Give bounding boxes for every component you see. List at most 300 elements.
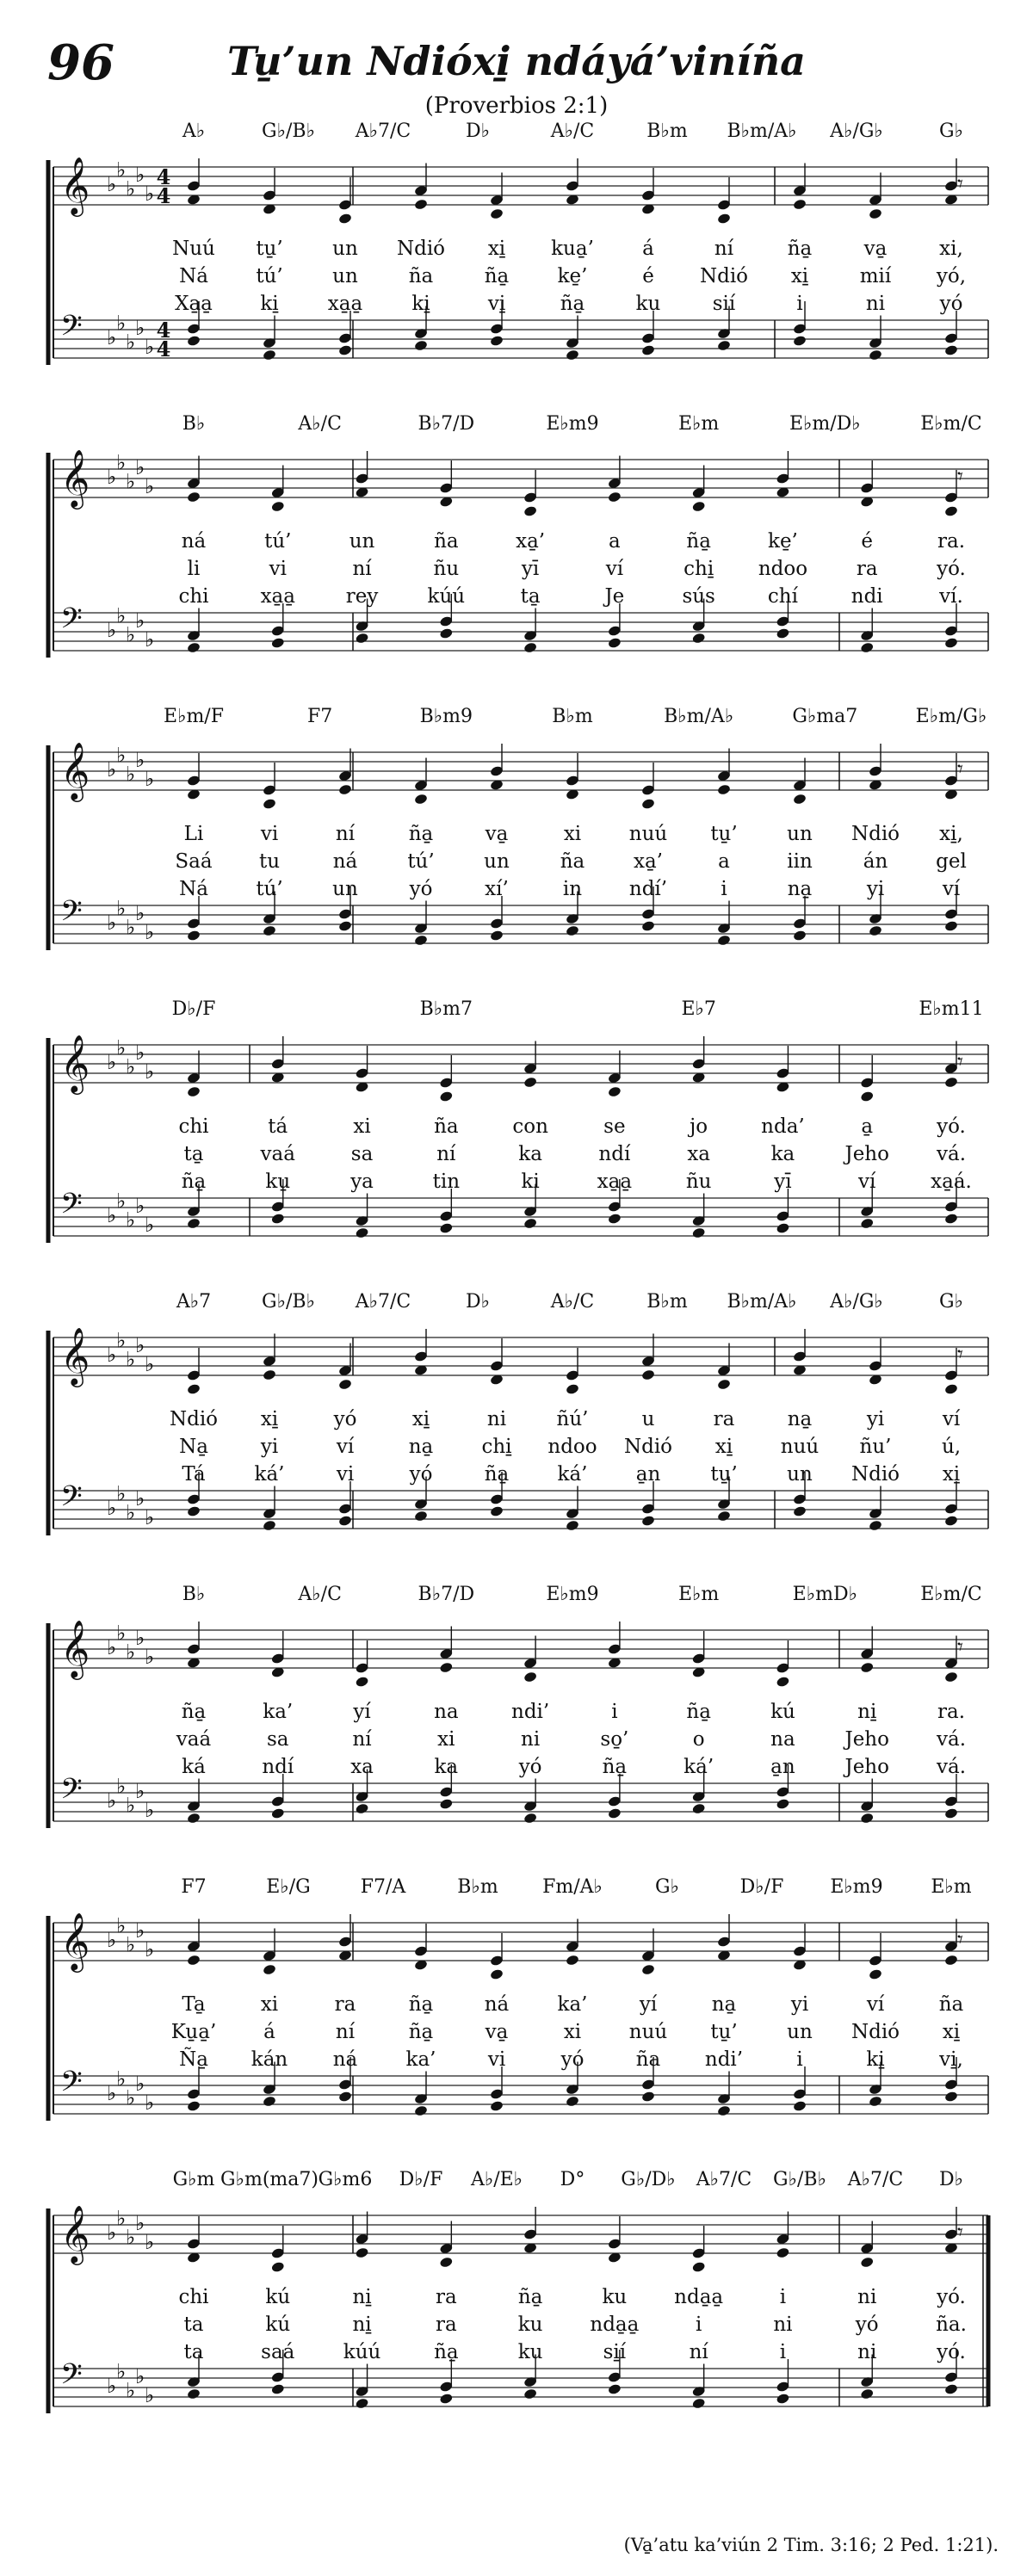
lyric-syllable: ni̱ xyxy=(352,2286,372,2308)
key-flat-icon: ♭ xyxy=(116,1035,127,1060)
chord-symbol: D♭ xyxy=(465,1291,491,1313)
lyric-verse-3 xyxy=(0,1171,1033,1196)
key-flat-icon: ♭ xyxy=(126,2378,136,2403)
key-flat-icon: ♭ xyxy=(126,1793,136,1818)
lyric-syllable: ñú’ xyxy=(556,1408,589,1430)
lyric-syllable: ká’ xyxy=(557,1463,588,1486)
lyric-syllable: yi xyxy=(866,878,885,900)
lyric-syllable: mií xyxy=(859,265,892,287)
treble-clef-icon: 𝄞 xyxy=(60,1326,90,1385)
lyric-syllable: ú, xyxy=(941,1436,962,1458)
lyric-syllable: ní xyxy=(689,2341,708,2363)
treble-note xyxy=(523,1041,538,1089)
time-signature-bottom: 4 xyxy=(156,183,171,208)
lyric-syllable: sií xyxy=(712,293,736,315)
lyric-syllable: Ndió xyxy=(623,1436,673,1458)
lyric-syllable: ña xyxy=(560,850,585,873)
lyric-syllable: xa̱a̱ xyxy=(597,1171,633,1193)
lyric-syllable: yi xyxy=(260,1436,279,1458)
key-flat-icon: ♭ xyxy=(145,627,155,652)
lyric-syllable: un xyxy=(332,238,358,260)
chord-symbol: A♭7/C xyxy=(355,120,411,142)
key-flat-icon: ♭ xyxy=(145,182,155,206)
lyric-syllable: Ndió xyxy=(169,1408,219,1430)
lyric-syllable: un xyxy=(332,265,358,287)
lyrics-block xyxy=(0,1701,1033,1787)
lyric-syllable: Ndió xyxy=(396,238,446,260)
lyric-syllable: nuú xyxy=(628,2021,668,2043)
lyric-syllable: u xyxy=(641,1408,655,1430)
hymn-title: Tu̱’un Ndióxi̱ ndáyá’viníña xyxy=(227,38,806,84)
key-flat-icon: ♭ xyxy=(116,1913,127,1938)
lyric-syllable: ná xyxy=(181,530,207,553)
chord-symbol: A♭/C xyxy=(550,120,595,142)
treble-note xyxy=(608,1622,622,1669)
key-flat-icon: ♭ xyxy=(116,1189,127,1214)
key-flat-icon: ♭ xyxy=(135,455,145,479)
treble-note xyxy=(355,451,369,498)
lyric-syllable: nuú xyxy=(628,823,668,845)
lyric-syllable: ña xyxy=(434,1115,459,1138)
lyric-syllable: i xyxy=(796,293,803,315)
lyric-syllable: chi̱ xyxy=(481,1436,512,1458)
chord-symbol: A♭ xyxy=(182,120,206,142)
lyric-syllable: ku xyxy=(517,2341,543,2363)
lyric-verse-1 xyxy=(0,1408,1033,1434)
treble-note xyxy=(523,470,538,517)
treble-note xyxy=(793,758,807,806)
lyric-syllable: ña̱ xyxy=(560,293,585,315)
key-flat-icon: ♭ xyxy=(145,1352,155,1376)
lyric-syllable: saá xyxy=(261,2341,295,2363)
eighth-rest-icon: 𝄾 xyxy=(957,1049,963,1075)
lyric-syllable: ví xyxy=(858,1171,876,1193)
lyric-syllable: xi xyxy=(353,1115,371,1138)
chord-symbol: Fm/A♭ xyxy=(542,1876,603,1898)
chord-symbol: E♭m xyxy=(931,1876,972,1898)
treble-note xyxy=(641,763,656,810)
lyric-verse-3 xyxy=(0,878,1033,904)
key-flat-icon: ♭ xyxy=(116,1481,127,1506)
lyric-syllable: Xa̱a̱ xyxy=(175,293,213,315)
lyric-syllable: sa xyxy=(267,1728,289,1751)
lyric-syllable: yó. xyxy=(937,558,966,580)
treble-note xyxy=(439,2221,454,2269)
lyric-syllable: é xyxy=(861,530,874,553)
eighth-rest-icon: 𝄾 xyxy=(957,1634,963,1660)
lyric-syllable: yó. xyxy=(937,2341,966,2363)
lyric-syllable: ñu xyxy=(433,558,460,580)
lyric-verse-1 xyxy=(0,823,1033,849)
key-flat-icon: ♭ xyxy=(116,743,127,768)
lyric-syllable: ni xyxy=(865,293,886,315)
lyric-verse-2 xyxy=(0,1728,1033,1754)
chord-symbol: A♭7/C xyxy=(696,2169,752,2190)
treble-note xyxy=(717,749,732,796)
lyric-syllable: xa̱’ xyxy=(516,530,546,553)
score-system xyxy=(0,1291,1033,1584)
lyric-syllable: Ndió xyxy=(851,823,900,845)
treble-note xyxy=(869,744,883,791)
lyrics-block xyxy=(0,530,1033,616)
key-flat-icon: ♭ xyxy=(116,311,127,336)
chord-symbol: A♭7/C xyxy=(847,2169,904,2190)
lyric-syllable: ví xyxy=(942,1408,961,1430)
chord-symbol: F7/A xyxy=(360,1876,406,1898)
lyric-syllable: va̱ xyxy=(485,823,509,845)
lyric-syllable: ví xyxy=(866,1993,885,2016)
lyric-syllable: ndi’ xyxy=(511,1701,550,1723)
treble-note xyxy=(338,1344,353,1391)
lyric-syllable: tá xyxy=(268,1115,288,1138)
lyric-syllable: xi xyxy=(563,2021,582,2043)
lyric-syllable: vi̱ xyxy=(487,293,506,315)
key-flat-icon: ♭ xyxy=(135,1041,145,1065)
key-flat-icon: ♭ xyxy=(107,618,117,642)
lyric-syllable: ná xyxy=(332,850,358,873)
lyric-syllable: ke̱’ xyxy=(768,530,798,553)
treble-note xyxy=(414,758,429,806)
lyric-syllable: Ná xyxy=(179,878,208,900)
lyric-syllable: ní xyxy=(352,1728,372,1751)
lyric-verse-2 xyxy=(0,265,1033,291)
lyric-syllable: un xyxy=(349,530,375,553)
lyric-syllable: Nuú xyxy=(172,238,215,260)
lyric-syllable: va̱ xyxy=(863,238,888,260)
lyric-syllable: kú xyxy=(265,2313,291,2336)
treble-note xyxy=(860,2221,875,2269)
key-flat-icon: ♭ xyxy=(135,1626,145,1650)
lyric-syllable: chi xyxy=(178,1115,209,1138)
key-flat-icon: ♭ xyxy=(135,163,145,187)
lyric-syllable: i xyxy=(779,2286,787,2308)
treble-note xyxy=(414,1329,429,1376)
key-flat-icon: ♭ xyxy=(145,1645,155,1669)
lyric-syllable: ví. xyxy=(939,585,963,608)
lyric-syllable: xa xyxy=(687,1143,710,1165)
key-flat-icon: ♭ xyxy=(107,2374,117,2398)
lyric-syllable: yó xyxy=(939,293,963,315)
chord-symbol: D♭ xyxy=(938,2169,964,2190)
eighth-rest-icon: 𝄾 xyxy=(957,757,963,782)
lyric-syllable: na̱ xyxy=(787,1408,813,1430)
chord-symbol: A♭/G♭ xyxy=(830,1291,883,1313)
score-system xyxy=(0,2169,1033,2462)
treble-note xyxy=(338,749,353,796)
lyrics-block xyxy=(0,238,1033,324)
key-flat-icon: ♭ xyxy=(107,465,117,489)
treble-clef-icon: 𝄞 xyxy=(60,1619,90,1677)
treble-note xyxy=(523,1636,538,1683)
treble-note xyxy=(869,1338,883,1386)
key-flat-icon: ♭ xyxy=(116,450,127,475)
lyric-verse-3 xyxy=(0,293,1033,318)
lyric-syllable: ní xyxy=(335,823,356,845)
chord-symbol: G♭/B♭ xyxy=(262,120,315,142)
key-flat-icon: ♭ xyxy=(107,757,117,781)
treble-note xyxy=(776,2212,790,2259)
lyric-syllable: ví xyxy=(336,1436,355,1458)
chord-symbol: G♭/D♭ xyxy=(621,2169,676,2190)
chord-row xyxy=(0,706,1033,732)
chord-symbol: A♭7 xyxy=(176,1291,212,1313)
lyric-syllable: ña xyxy=(434,530,459,553)
lyric-syllable: ka xyxy=(518,1143,542,1165)
key-flat-icon: ♭ xyxy=(126,1500,136,1525)
lyric-syllable: ña. xyxy=(936,2313,967,2336)
lyric-verse-3 xyxy=(0,585,1033,611)
lyric-syllable: yí xyxy=(639,1993,658,2016)
hymn-header xyxy=(0,34,1033,120)
lyric-syllable: kua̱’ xyxy=(551,238,594,260)
lyric-syllable: ki̱ xyxy=(866,2048,885,2071)
lyric-syllable: vá. xyxy=(936,1756,967,1778)
chord-symbol: B♭m xyxy=(457,1876,498,1898)
chord-symbol: B♭m/A♭ xyxy=(727,120,797,142)
key-flat-icon: ♭ xyxy=(135,901,145,925)
lyric-syllable: Ña̱ xyxy=(179,2048,208,2071)
chord-symbol: B♭m xyxy=(552,706,593,727)
chord-symbol: B♭m/A♭ xyxy=(664,706,734,727)
key-flat-icon: ♭ xyxy=(126,1054,136,1079)
chord-row xyxy=(0,1291,1033,1317)
lyric-syllable: Ndió xyxy=(851,1463,900,1486)
key-flat-icon: ♭ xyxy=(145,1798,155,1822)
lyric-syllable: yi xyxy=(790,1993,809,2016)
key-flat-icon: ♭ xyxy=(126,176,136,201)
lyric-syllable: yó. xyxy=(937,1115,966,1138)
chord-row xyxy=(0,998,1033,1024)
chord-symbol: E♭m/C xyxy=(920,413,982,435)
lyric-syllable: ña̱ xyxy=(787,238,813,260)
treble-note xyxy=(608,1051,622,1098)
lyric-syllable: ndí xyxy=(598,1143,631,1165)
lyric-syllable: i xyxy=(721,878,727,900)
key-flat-icon: ♭ xyxy=(116,1774,127,1799)
key-flat-icon: ♭ xyxy=(126,915,136,940)
key-flat-icon: ♭ xyxy=(135,608,145,633)
key-flat-icon: ♭ xyxy=(116,603,127,628)
bass-clef-icon: 𝄢 xyxy=(60,1188,83,1227)
lyric-syllable: á xyxy=(642,238,654,260)
treble-note xyxy=(860,1055,875,1103)
lyric-syllable: ní xyxy=(714,238,734,260)
key-flat-icon: ♭ xyxy=(126,2085,136,2110)
key-flat-icon: ♭ xyxy=(135,1779,145,1803)
lyric-syllable: yí xyxy=(353,1701,371,1723)
chord-symbol: E♭/G xyxy=(266,1876,311,1898)
lyric-syllable: ñu’ xyxy=(859,1436,892,1458)
treble-note xyxy=(187,158,201,206)
score-system xyxy=(0,120,1033,413)
treble-note xyxy=(270,466,285,513)
chord-symbol: G♭ma7 xyxy=(792,706,858,727)
chord-symbol: E♭m/C xyxy=(920,1584,982,1605)
lyric-syllable: xi̱ xyxy=(487,238,506,260)
key-flat-icon: ♭ xyxy=(135,2072,145,2096)
lyric-syllable: ví xyxy=(605,558,624,580)
lyric-syllable: i xyxy=(611,1701,618,1723)
lyric-syllable: a̱n xyxy=(770,1756,795,1778)
eighth-rest-icon: 𝄾 xyxy=(957,1927,963,1953)
key-flat-icon: ♭ xyxy=(145,920,155,944)
treble-note xyxy=(691,1631,706,1678)
lyric-syllable: Ná xyxy=(179,265,208,287)
treble-clef-icon: 𝄞 xyxy=(60,156,90,214)
lyric-verse-1 xyxy=(0,1115,1033,1141)
chord-symbol: B♭7/D xyxy=(418,413,475,435)
lyric-syllable: xi̱ xyxy=(714,1436,733,1458)
treble-note xyxy=(439,1627,454,1674)
lyric-syllable: ndi’ xyxy=(704,2048,744,2071)
treble-note xyxy=(270,1036,285,1084)
treble-note xyxy=(691,1036,706,1084)
treble-note xyxy=(691,2226,706,2273)
eighth-rest-icon: 𝄾 xyxy=(957,464,963,490)
lyric-syllable: tu xyxy=(258,850,281,873)
lyric-syllable: un xyxy=(484,850,510,873)
lyric-syllable: tú’ xyxy=(256,878,283,900)
treble-note xyxy=(944,1041,959,1089)
lyric-syllable: rey xyxy=(345,585,379,608)
lyric-syllable: ká’ xyxy=(254,1463,285,1486)
lyric-syllable: yó xyxy=(560,2048,585,2071)
lyric-syllable: na̱ xyxy=(787,878,813,900)
lyric-syllable: jo xyxy=(690,1115,708,1138)
treble-note xyxy=(439,1055,454,1103)
lyric-verse-3 xyxy=(0,2341,1033,2367)
lyric-syllable: ndí xyxy=(262,1756,294,1778)
chord-symbol: E♭m9 xyxy=(830,1876,883,1898)
lyric-syllable: Na̱ xyxy=(179,1436,208,1458)
key-flat-icon: ♭ xyxy=(145,2383,155,2407)
score-system xyxy=(0,413,1033,706)
lyric-syllable: un xyxy=(787,823,813,845)
lyric-syllable: xi xyxy=(437,1728,455,1751)
lyric-syllable: ni xyxy=(857,2341,877,2363)
lyric-syllable: ni xyxy=(773,2313,793,2336)
treble-note xyxy=(944,470,959,517)
lyric-syllable: va̱ xyxy=(485,2021,509,2043)
key-flat-icon: ♭ xyxy=(145,1059,155,1084)
key-flat-icon: ♭ xyxy=(145,335,155,359)
lyric-syllable: i xyxy=(779,2341,787,2363)
lyric-verse-2 xyxy=(0,850,1033,876)
lyric-syllable: ní xyxy=(335,2021,356,2043)
key-flat-icon: ♭ xyxy=(107,2221,117,2245)
lyric-verse-3 xyxy=(0,2048,1033,2074)
treble-note xyxy=(490,1338,504,1386)
key-flat-icon: ♭ xyxy=(107,1788,117,1813)
lyric-syllable: un xyxy=(787,2021,813,2043)
treble-note xyxy=(566,753,580,800)
treble-note xyxy=(490,1933,504,1980)
eighth-rest-icon: 𝄾 xyxy=(957,171,963,197)
chord-symbol: D♭/F xyxy=(171,998,216,1020)
treble-note xyxy=(717,1914,732,1961)
lyric-syllable: xa̱’ xyxy=(634,850,663,873)
lyric-syllable: xa̱a̱ xyxy=(327,293,363,315)
lyric-syllable: tú’ xyxy=(407,850,435,873)
key-flat-icon: ♭ xyxy=(135,2211,145,2235)
time-signature-top: 4 xyxy=(156,164,171,189)
lyric-syllable: vi xyxy=(487,2048,506,2071)
lyric-syllable: xa xyxy=(350,1756,374,1778)
lyric-syllable: xi̱ xyxy=(942,1463,961,1486)
lyric-syllable: nda’ xyxy=(761,1115,805,1138)
treble-note xyxy=(641,168,656,215)
bass-clef-icon: 𝄢 xyxy=(60,2066,83,2105)
treble-note xyxy=(270,2226,285,2273)
lyric-syllable: Ndió xyxy=(851,2021,900,2043)
lyric-syllable: vi xyxy=(260,823,279,845)
lyric-syllable: xi̱ xyxy=(790,265,809,287)
lyric-syllable: ña xyxy=(938,1993,964,2016)
key-flat-icon: ♭ xyxy=(107,1343,117,1367)
lyric-syllable: chi xyxy=(178,585,209,608)
chord-symbol: B♭m7 xyxy=(419,998,473,1020)
treble-note xyxy=(793,1329,807,1376)
lyric-syllable: ki̱ xyxy=(411,293,430,315)
key-flat-icon: ♭ xyxy=(126,1208,136,1232)
treble-note xyxy=(944,753,959,800)
key-flat-icon: ♭ xyxy=(126,762,136,787)
chord-symbol: G♭m(ma7) xyxy=(220,2169,319,2190)
lyric-syllable: ña̱ xyxy=(517,2286,543,2308)
chord-symbol: G♭/B♭ xyxy=(262,1291,315,1313)
lyric-syllable: o xyxy=(692,1728,705,1751)
chord-row xyxy=(0,120,1033,146)
treble-note xyxy=(944,1919,959,1967)
lyric-syllable: ra xyxy=(334,1993,356,2016)
lyric-syllable: kú xyxy=(265,2286,291,2308)
lyric-syllable: li xyxy=(187,558,201,580)
lyric-syllable: é xyxy=(642,265,654,287)
lyric-syllable: vi xyxy=(269,558,287,580)
lyric-syllable: iin xyxy=(787,850,813,873)
lyric-syllable: yó xyxy=(855,2313,879,2336)
key-flat-icon: ♭ xyxy=(107,1203,117,1227)
bass-clef-icon: 𝄢 xyxy=(60,602,83,642)
treble-note xyxy=(355,2212,369,2259)
lyric-syllable: Li xyxy=(183,823,204,845)
lyric-verse-1 xyxy=(0,238,1033,263)
treble-note xyxy=(717,177,732,225)
lyric-verse-3 xyxy=(0,1756,1033,1782)
lyric-verse-3 xyxy=(0,1463,1033,1489)
key-flat-icon: ♭ xyxy=(107,2081,117,2105)
hymn-number: 96 xyxy=(47,34,114,91)
key-flat-icon: ♭ xyxy=(145,2230,155,2254)
key-flat-icon: ♭ xyxy=(126,2225,136,2250)
key-flat-icon: ♭ xyxy=(116,2359,127,2384)
chord-symbol: G♭ xyxy=(939,1291,963,1313)
lyric-syllable: xi̱ xyxy=(260,1408,279,1430)
lyric-syllable: nda̱a̱ xyxy=(590,2313,640,2336)
lyric-syllable: ní xyxy=(352,558,372,580)
chord-row xyxy=(0,1876,1033,1902)
lyric-syllable: a xyxy=(609,530,621,553)
chord-symbol: G♭/B♭ xyxy=(773,2169,826,2190)
treble-note xyxy=(944,2207,959,2254)
chord-symbol: E♭m/G♭ xyxy=(915,706,987,727)
lyric-syllable: ña̱ xyxy=(602,1756,628,1778)
lyric-syllable: ña̱ xyxy=(686,530,711,553)
lyric-syllable: Ndió xyxy=(699,265,749,287)
lyric-syllable: ka’ xyxy=(405,2048,436,2071)
key-flat-icon: ♭ xyxy=(107,172,117,196)
lyric-syllable: gel xyxy=(936,850,967,873)
